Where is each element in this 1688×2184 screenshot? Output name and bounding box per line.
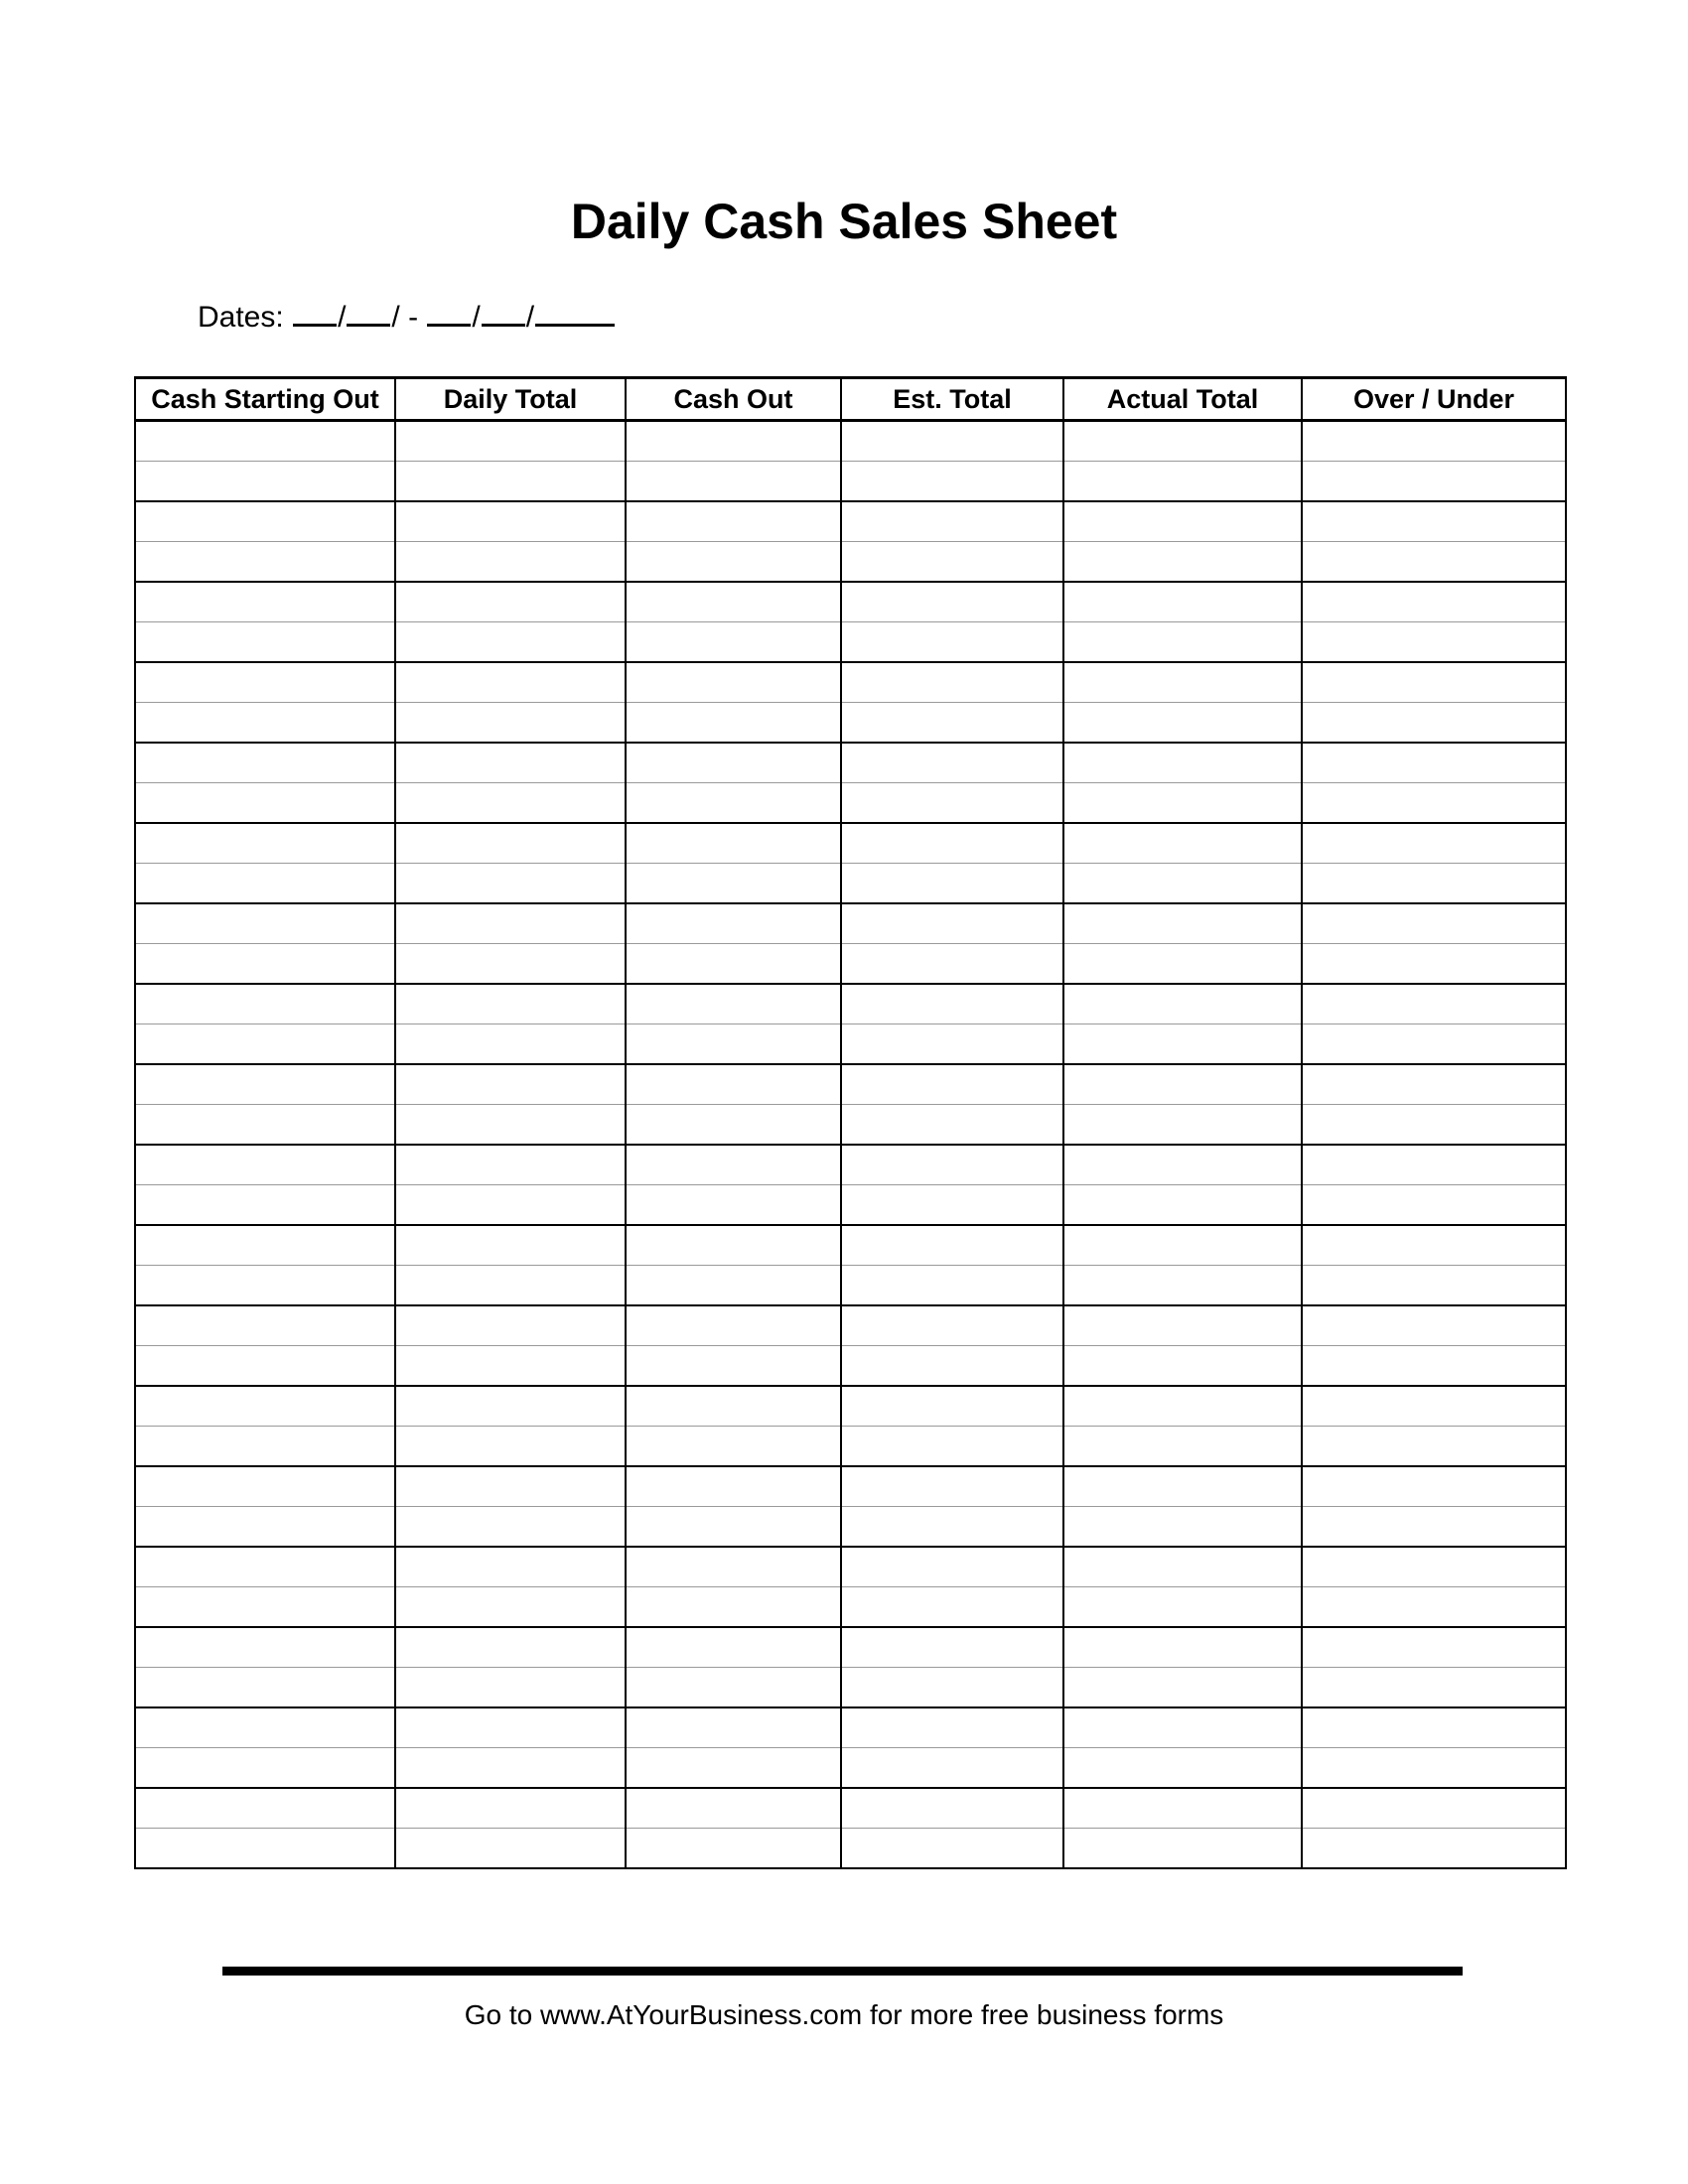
cell-daily-total[interactable]: [395, 903, 626, 944]
cell-est-total[interactable]: [841, 662, 1063, 703]
table-row: [135, 1748, 1566, 1789]
cell-daily-total[interactable]: [395, 823, 626, 864]
table-body: [135, 421, 1566, 1869]
cell-cash-starting-out[interactable]: [135, 662, 395, 703]
cell-est-total[interactable]: [841, 1748, 1063, 1789]
cell-est-total[interactable]: [841, 1707, 1063, 1748]
cell-over-under[interactable]: [1302, 944, 1566, 985]
cell-cash-out[interactable]: [626, 462, 841, 502]
cell-est-total[interactable]: [841, 1427, 1063, 1467]
cell-est-total[interactable]: [841, 1145, 1063, 1185]
cell-over-under[interactable]: [1302, 703, 1566, 744]
cell-cash-starting-out[interactable]: [135, 1427, 395, 1467]
table-row: [135, 1547, 1566, 1587]
cell-cash-out[interactable]: [626, 1627, 841, 1668]
cell-actual-total[interactable]: [1063, 1466, 1302, 1507]
table-row: [135, 582, 1566, 622]
cell-daily-total[interactable]: [395, 1788, 626, 1829]
cell-over-under[interactable]: [1302, 1225, 1566, 1266]
cell-over-under[interactable]: [1302, 1305, 1566, 1346]
cell-cash-starting-out[interactable]: [135, 1064, 395, 1105]
date-separator: /: [525, 301, 535, 334]
cell-est-total[interactable]: [841, 1305, 1063, 1346]
cell-over-under[interactable]: [1302, 1748, 1566, 1789]
cell-actual-total[interactable]: [1063, 903, 1302, 944]
start-month-field[interactable]: [293, 294, 337, 327]
cell-cash-starting-out[interactable]: [135, 622, 395, 663]
cell-cash-out[interactable]: [626, 501, 841, 542]
cell-daily-total[interactable]: [395, 783, 626, 824]
cell-daily-total[interactable]: [395, 1427, 626, 1467]
cell-est-total[interactable]: [841, 1668, 1063, 1708]
cell-actual-total[interactable]: [1063, 1829, 1302, 1869]
cell-daily-total[interactable]: [395, 1668, 626, 1708]
cell-daily-total[interactable]: [395, 1547, 626, 1587]
cell-actual-total[interactable]: [1063, 783, 1302, 824]
cell-cash-out[interactable]: [626, 622, 841, 663]
cell-est-total[interactable]: [841, 582, 1063, 622]
footer-note: Go to www.AtYourBusiness.com for more free business forms: [464, 1999, 1224, 2030]
table-row: [135, 1707, 1566, 1748]
cell-cash-out[interactable]: [626, 864, 841, 904]
table-row: [135, 783, 1566, 824]
cell-cash-out[interactable]: [626, 1547, 841, 1587]
cell-cash-starting-out[interactable]: [135, 1829, 395, 1869]
cell-daily-total[interactable]: [395, 1507, 626, 1548]
cell-daily-total[interactable]: [395, 1829, 626, 1869]
table-row: [135, 903, 1566, 944]
table-row: [135, 1587, 1566, 1628]
table-row: [135, 1829, 1566, 1869]
table-row: [135, 1466, 1566, 1507]
cell-over-under[interactable]: [1302, 582, 1566, 622]
cell-est-total[interactable]: [841, 1386, 1063, 1427]
table-row: [135, 984, 1566, 1024]
cell-daily-total[interactable]: [395, 662, 626, 703]
dates-label: Dates:: [198, 301, 284, 334]
cell-est-total[interactable]: [841, 703, 1063, 744]
cell-cash-out[interactable]: [626, 1748, 841, 1789]
cell-actual-total[interactable]: [1063, 1427, 1302, 1467]
table-row: [135, 1346, 1566, 1387]
table-row: [135, 462, 1566, 502]
cell-cash-starting-out[interactable]: [135, 743, 395, 783]
cell-over-under[interactable]: [1302, 1668, 1566, 1708]
table-row: [135, 662, 1566, 703]
date-separator: /: [472, 301, 481, 334]
cell-cash-starting-out[interactable]: [135, 582, 395, 622]
cell-over-under[interactable]: [1302, 421, 1566, 462]
cell-cash-out[interactable]: [626, 823, 841, 864]
cell-cash-starting-out[interactable]: [135, 1266, 395, 1306]
cell-over-under[interactable]: [1302, 1547, 1566, 1587]
table-row: [135, 1668, 1566, 1708]
cell-actual-total[interactable]: [1063, 1346, 1302, 1387]
cell-over-under[interactable]: [1302, 501, 1566, 542]
column-header-over-under: Over / Under: [1302, 378, 1566, 421]
table-row: [135, 703, 1566, 744]
table-row: [135, 622, 1566, 663]
cell-daily-total[interactable]: [395, 1627, 626, 1668]
cell-daily-total[interactable]: [395, 1024, 626, 1065]
cell-cash-starting-out[interactable]: [135, 703, 395, 744]
cell-cash-starting-out[interactable]: [135, 864, 395, 904]
cell-cash-starting-out[interactable]: [135, 1507, 395, 1548]
cell-cash-out[interactable]: [626, 1185, 841, 1226]
cell-daily-total[interactable]: [395, 1748, 626, 1789]
cell-over-under[interactable]: [1302, 662, 1566, 703]
column-header-daily-total: Daily Total: [395, 378, 626, 421]
date-range-separator: / -: [391, 301, 419, 334]
cell-over-under[interactable]: [1302, 1427, 1566, 1467]
cell-over-under[interactable]: [1302, 1466, 1566, 1507]
cell-daily-total[interactable]: [395, 1386, 626, 1427]
cell-daily-total[interactable]: [395, 1346, 626, 1387]
cell-cash-out[interactable]: [626, 703, 841, 744]
cell-over-under[interactable]: [1302, 1064, 1566, 1105]
cell-est-total[interactable]: [841, 944, 1063, 985]
cell-daily-total[interactable]: [395, 1305, 626, 1346]
cell-actual-total[interactable]: [1063, 1105, 1302, 1146]
cell-cash-starting-out[interactable]: [135, 823, 395, 864]
cell-cash-out[interactable]: [626, 1466, 841, 1507]
column-header-actual-total: Actual Total: [1063, 378, 1302, 421]
cell-actual-total[interactable]: [1063, 582, 1302, 622]
cell-est-total[interactable]: [841, 783, 1063, 824]
cell-est-total[interactable]: [841, 1466, 1063, 1507]
cell-cash-starting-out[interactable]: [135, 1547, 395, 1587]
cell-actual-total[interactable]: [1063, 1225, 1302, 1266]
cell-cash-starting-out[interactable]: [135, 903, 395, 944]
table-row: [135, 1024, 1566, 1065]
cell-est-total[interactable]: [841, 1225, 1063, 1266]
cell-actual-total[interactable]: [1063, 823, 1302, 864]
cell-daily-total[interactable]: [395, 542, 626, 583]
cell-cash-out[interactable]: [626, 1587, 841, 1628]
cell-actual-total[interactable]: [1063, 1266, 1302, 1306]
cell-over-under[interactable]: [1302, 462, 1566, 502]
cell-cash-starting-out[interactable]: [135, 1105, 395, 1146]
table-row: [135, 421, 1566, 462]
column-header-cash-starting-out: Cash Starting Out: [135, 378, 395, 421]
cell-daily-total[interactable]: [395, 1466, 626, 1507]
end-day-field[interactable]: [482, 294, 525, 327]
cell-over-under[interactable]: [1302, 1346, 1566, 1387]
cell-est-total[interactable]: [841, 1627, 1063, 1668]
cell-est-total[interactable]: [841, 864, 1063, 904]
cell-daily-total[interactable]: [395, 984, 626, 1024]
table-row: [135, 743, 1566, 783]
cell-cash-starting-out[interactable]: [135, 1185, 395, 1226]
cell-over-under[interactable]: [1302, 1707, 1566, 1748]
cell-over-under[interactable]: [1302, 1024, 1566, 1065]
cell-daily-total[interactable]: [395, 1225, 626, 1266]
cell-daily-total[interactable]: [395, 1145, 626, 1185]
cell-daily-total[interactable]: [395, 944, 626, 985]
cell-cash-out[interactable]: [626, 783, 841, 824]
cell-cash-starting-out[interactable]: [135, 944, 395, 985]
cell-cash-out[interactable]: [626, 1105, 841, 1146]
cell-cash-out[interactable]: [626, 984, 841, 1024]
cell-est-total[interactable]: [841, 823, 1063, 864]
cell-over-under[interactable]: [1302, 1145, 1566, 1185]
cell-actual-total[interactable]: [1063, 984, 1302, 1024]
cell-actual-total[interactable]: [1063, 743, 1302, 783]
cell-cash-out[interactable]: [626, 582, 841, 622]
cell-est-total[interactable]: [841, 462, 1063, 502]
cell-cash-out[interactable]: [626, 421, 841, 462]
cell-daily-total[interactable]: [395, 1707, 626, 1748]
cell-over-under[interactable]: [1302, 1185, 1566, 1226]
cell-daily-total[interactable]: [395, 501, 626, 542]
cell-est-total[interactable]: [841, 903, 1063, 944]
cell-cash-out[interactable]: [626, 1024, 841, 1065]
cell-over-under[interactable]: [1302, 823, 1566, 864]
cell-cash-starting-out[interactable]: [135, 1466, 395, 1507]
footer-divider: [222, 1967, 1463, 1976]
cell-actual-total[interactable]: [1063, 462, 1302, 502]
cell-actual-total[interactable]: [1063, 1668, 1302, 1708]
cell-daily-total[interactable]: [395, 462, 626, 502]
cell-actual-total[interactable]: [1063, 1788, 1302, 1829]
cell-actual-total[interactable]: [1063, 662, 1302, 703]
cell-cash-starting-out[interactable]: [135, 783, 395, 824]
cell-actual-total[interactable]: [1063, 1024, 1302, 1065]
cell-cash-out[interactable]: [626, 1386, 841, 1427]
cell-est-total[interactable]: [841, 622, 1063, 663]
cell-daily-total[interactable]: [395, 703, 626, 744]
cell-cash-out[interactable]: [626, 1064, 841, 1105]
cell-est-total[interactable]: [841, 1587, 1063, 1628]
cell-cash-out[interactable]: [626, 1305, 841, 1346]
table-row: [135, 823, 1566, 864]
cell-over-under[interactable]: [1302, 1587, 1566, 1628]
cell-actual-total[interactable]: [1063, 703, 1302, 744]
cell-est-total[interactable]: [841, 1829, 1063, 1869]
cell-cash-starting-out[interactable]: [135, 1668, 395, 1708]
cell-cash-starting-out[interactable]: [135, 421, 395, 462]
cell-actual-total[interactable]: [1063, 1386, 1302, 1427]
cell-est-total[interactable]: [841, 1547, 1063, 1587]
table-row: [135, 1386, 1566, 1427]
cell-cash-starting-out[interactable]: [135, 1707, 395, 1748]
cell-cash-starting-out[interactable]: [135, 1225, 395, 1266]
cell-over-under[interactable]: [1302, 1507, 1566, 1548]
cell-est-total[interactable]: [841, 501, 1063, 542]
page-title: Daily Cash Sales Sheet: [570, 194, 1118, 249]
cell-over-under[interactable]: [1302, 1627, 1566, 1668]
cell-daily-total[interactable]: [395, 1587, 626, 1628]
cell-daily-total[interactable]: [395, 1185, 626, 1226]
column-header-cash-out: Cash Out: [626, 378, 841, 421]
cell-daily-total[interactable]: [395, 1105, 626, 1146]
cell-cash-starting-out[interactable]: [135, 1145, 395, 1185]
cell-actual-total[interactable]: [1063, 1707, 1302, 1748]
cell-cash-out[interactable]: [626, 542, 841, 583]
cell-actual-total[interactable]: [1063, 1547, 1302, 1587]
cell-over-under[interactable]: [1302, 783, 1566, 824]
table-row: [135, 944, 1566, 985]
table-row: [135, 1185, 1566, 1226]
cell-est-total[interactable]: [841, 542, 1063, 583]
cell-over-under[interactable]: [1302, 903, 1566, 944]
cell-cash-out[interactable]: [626, 944, 841, 985]
cell-cash-out[interactable]: [626, 1427, 841, 1467]
cell-cash-starting-out[interactable]: [135, 501, 395, 542]
cell-cash-starting-out[interactable]: [135, 1024, 395, 1065]
cell-actual-total[interactable]: [1063, 1064, 1302, 1105]
cell-cash-out[interactable]: [626, 662, 841, 703]
cell-est-total[interactable]: [841, 1266, 1063, 1306]
cash-sales-table: [134, 376, 1567, 1869]
cell-over-under[interactable]: [1302, 864, 1566, 904]
cell-est-total[interactable]: [841, 1064, 1063, 1105]
cell-est-total[interactable]: [841, 1024, 1063, 1065]
cell-cash-starting-out[interactable]: [135, 542, 395, 583]
cell-est-total[interactable]: [841, 1105, 1063, 1146]
cell-cash-out[interactable]: [626, 1707, 841, 1748]
cell-actual-total[interactable]: [1063, 1587, 1302, 1628]
cell-over-under[interactable]: [1302, 1386, 1566, 1427]
cell-cash-starting-out[interactable]: [135, 1788, 395, 1829]
cell-cash-out[interactable]: [626, 743, 841, 783]
cell-actual-total[interactable]: [1063, 1627, 1302, 1668]
cell-actual-total[interactable]: [1063, 944, 1302, 985]
cell-daily-total[interactable]: [395, 1064, 626, 1105]
cell-over-under[interactable]: [1302, 1829, 1566, 1869]
cell-cash-out[interactable]: [626, 1266, 841, 1306]
cell-est-total[interactable]: [841, 1507, 1063, 1548]
cell-daily-total[interactable]: [395, 582, 626, 622]
cell-actual-total[interactable]: [1063, 421, 1302, 462]
cell-actual-total[interactable]: [1063, 622, 1302, 663]
cell-actual-total[interactable]: [1063, 542, 1302, 583]
cell-cash-out[interactable]: [626, 1668, 841, 1708]
dates-line: [198, 294, 616, 340]
cell-est-total[interactable]: [841, 1346, 1063, 1387]
cell-over-under[interactable]: [1302, 622, 1566, 663]
table-row: [135, 1507, 1566, 1548]
cell-over-under[interactable]: [1302, 984, 1566, 1024]
cell-actual-total[interactable]: [1063, 1185, 1302, 1226]
table-header-row: [135, 378, 1566, 421]
cell-cash-out[interactable]: [626, 903, 841, 944]
cell-cash-out[interactable]: [626, 1145, 841, 1185]
table-row: [135, 1627, 1566, 1668]
cell-cash-starting-out[interactable]: [135, 1346, 395, 1387]
column-header-est-total: Est. Total: [841, 378, 1063, 421]
cell-est-total[interactable]: [841, 984, 1063, 1024]
end-year-field[interactable]: [535, 294, 615, 327]
cell-est-total[interactable]: [841, 1185, 1063, 1226]
cell-actual-total[interactable]: [1063, 1145, 1302, 1185]
end-month-field[interactable]: [427, 294, 471, 327]
cell-actual-total[interactable]: [1063, 1507, 1302, 1548]
cell-daily-total[interactable]: [395, 1266, 626, 1306]
cell-over-under[interactable]: [1302, 1266, 1566, 1306]
table-row: [135, 1788, 1566, 1829]
cell-cash-out[interactable]: [626, 1225, 841, 1266]
cell-actual-total[interactable]: [1063, 1748, 1302, 1789]
table-row: [135, 864, 1566, 904]
cell-daily-total[interactable]: [395, 421, 626, 462]
cell-cash-starting-out[interactable]: [135, 1587, 395, 1628]
cell-est-total[interactable]: [841, 421, 1063, 462]
cell-cash-starting-out[interactable]: [135, 1748, 395, 1789]
cell-cash-out[interactable]: [626, 1346, 841, 1387]
cell-over-under[interactable]: [1302, 542, 1566, 583]
date-separator: /: [338, 301, 347, 334]
start-day-field[interactable]: [347, 294, 390, 327]
table-row: [135, 1427, 1566, 1467]
cell-cash-starting-out[interactable]: [135, 1305, 395, 1346]
table-row: [135, 1305, 1566, 1346]
cell-cash-out[interactable]: [626, 1788, 841, 1829]
table-row: [135, 1105, 1566, 1146]
table-row: [135, 1064, 1566, 1105]
cell-actual-total[interactable]: [1063, 501, 1302, 542]
table-row: [135, 501, 1566, 542]
cell-over-under[interactable]: [1302, 1788, 1566, 1829]
cell-est-total[interactable]: [841, 743, 1063, 783]
cell-daily-total[interactable]: [395, 622, 626, 663]
cell-actual-total[interactable]: [1063, 1305, 1302, 1346]
cell-cash-out[interactable]: [626, 1507, 841, 1548]
table-row: [135, 1266, 1566, 1306]
cell-cash-starting-out[interactable]: [135, 462, 395, 502]
table-row: [135, 542, 1566, 583]
cell-cash-out[interactable]: [626, 1829, 841, 1869]
cell-over-under[interactable]: [1302, 743, 1566, 783]
table-row: [135, 1225, 1566, 1266]
cell-est-total[interactable]: [841, 1788, 1063, 1829]
cell-cash-starting-out[interactable]: [135, 984, 395, 1024]
cell-over-under[interactable]: [1302, 1105, 1566, 1146]
table-row: [135, 1145, 1566, 1185]
cell-daily-total[interactable]: [395, 743, 626, 783]
cell-actual-total[interactable]: [1063, 864, 1302, 904]
cell-daily-total[interactable]: [395, 864, 626, 904]
cell-cash-starting-out[interactable]: [135, 1627, 395, 1668]
cell-cash-starting-out[interactable]: [135, 1386, 395, 1427]
